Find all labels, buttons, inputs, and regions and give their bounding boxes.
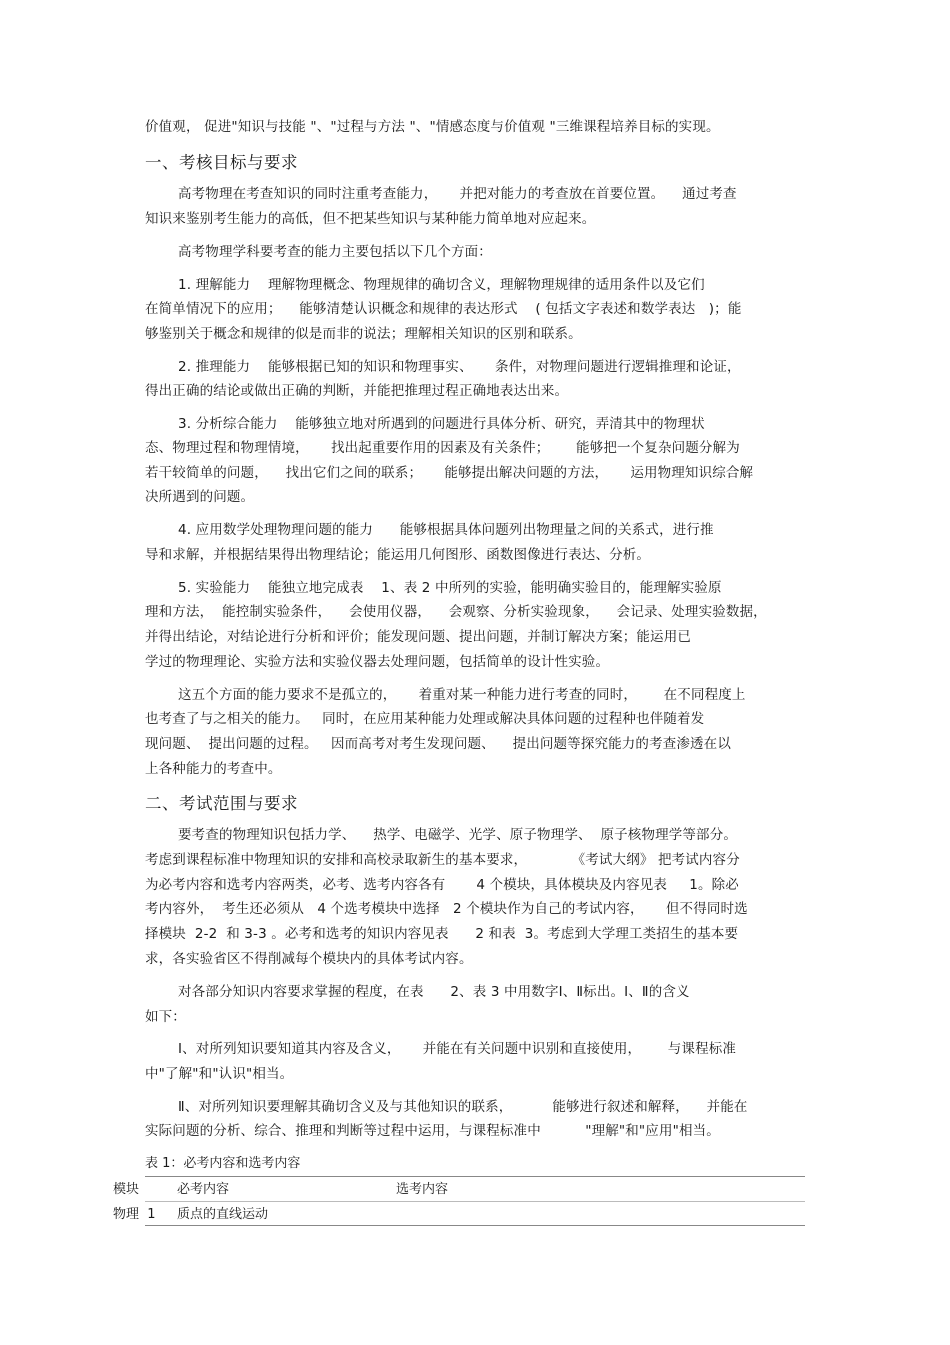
para-line: 5. 实验能力 能独立地完成表 1、表 2 中所列的实验，能明确实验目的，能理解实验原	[178, 580, 722, 596]
para-line: 如下：	[145, 1009, 186, 1025]
table-header-rule	[145, 1201, 805, 1202]
para-line: 求，各实验省区不得削减每个模块内的具体考试内容。	[145, 951, 473, 967]
para-line: 3. 分析综合能力 能够独立地对所遇到的问题进行具体分析、研究，弄清其中的物理状	[178, 416, 705, 432]
table-cell-required: 质点的直线运动	[177, 1207, 269, 1222]
para-line: 考虑到课程标准中物理知识的安排和高校录取新生的基本要求， 《考试大纲》 把考试内容分	[145, 852, 740, 868]
para-line: 知识来鉴别考生能力的高低，但不把某些知识与某种能力简单地对应起来。	[145, 211, 596, 227]
para-line: 实际问题的分析、综合、推理和判断等过程中运用，与课程标准中 "理解"和"应用"相当。	[145, 1123, 720, 1139]
table-header-module: 模块	[113, 1182, 140, 1197]
para-line: 这五个方面的能力要求不是孤立的， 着重对某一种能力进行考查的同时， 在不同程度上	[178, 687, 746, 703]
para-line: 得出正确的结论或做出正确的判断，并能把推理过程正确地表达出来。	[145, 383, 569, 399]
para-line: Ⅱ、对所列知识要理解其确切含义及与其他知识的联系， 能够进行叙述和解释， 并能在	[178, 1099, 748, 1115]
para-line: 上各种能力的考查中。	[145, 761, 282, 777]
para-line: Ⅰ、对所列知识要知道其内容及含义， 并能在有关问题中识别和直接使用， 与课程标准	[178, 1041, 737, 1057]
para-line: 导和求解，并根据结果得出物理结论；能运用几何图形、函数图像进行表达、分析。	[145, 547, 651, 563]
table-header-elective: 选考内容	[396, 1182, 449, 1197]
para-line: 理和方法， 能控制实验条件， 会使用仪器， 会观察、分析实验现象， 会记录、处理实验数据，	[145, 604, 767, 620]
para-line: 考内容外， 考生还必须从 4 个选考模块中选择 2 个模块作为自己的考试内容， 但不得同时选	[145, 901, 748, 917]
intro-line: 价值观， 促进"知识与技能 "、"过程与方法 "、"情感态度与价值观 "三维课程培养目标的实现。	[145, 119, 720, 135]
table-cell-module: 物理 1	[113, 1207, 156, 1222]
para-line: 现问题、 提出问题的过程。 因而高考对考生发现问题、 提出问题等探究能力的考查渗透在以	[145, 736, 731, 752]
table-caption: 表 1：必考内容和选考内容	[145, 1156, 301, 1171]
para-line: 态、物理过程和物理情境， 找出起重要作用的因素及有关条件； 能够把一个复杂问题分解为	[145, 440, 740, 456]
para-line: 够鉴别关于概念和规律的似是而非的说法；理解相关知识的区别和联系。	[145, 326, 582, 342]
para-line: 高考物理在考查知识的同时注重考查能力， 并把对能力的考查放在首要位置。 通过考查	[178, 186, 737, 202]
para-line: 也考查了与之相关的能力。 同时，在应用某种能力处理或解决具体问题的过程种也伴随着发	[145, 711, 705, 727]
section-heading-2: 二、考试范围与要求	[145, 794, 298, 813]
para-line: 择模块 2-2 和 3-3 。必考和选考的知识内容见表 2 和表 3。考虑到大学理工类招生的基本要	[145, 926, 739, 942]
para-line: 学过的物理理论、实验方法和实验仪器去处理问题，包括简单的设计性实验。	[145, 654, 610, 670]
para-line: 要考查的物理知识包括力学、 热学、电磁学、光学、原子物理学、 原子核物理学等部分。	[178, 827, 737, 843]
para-line: 1. 理解能力 理解物理概念、物理规律的确切含义，理解物理规律的适用条件以及它们	[178, 277, 705, 293]
para-line: 4. 应用数学处理物理问题的能力 能够根据具体问题列出物理量之间的关系式，进行推	[178, 522, 714, 538]
para-line: 中"了解"和"认识"相当。	[145, 1066, 294, 1082]
table-top-rule	[145, 1176, 805, 1177]
table-header-required: 必考内容	[177, 1182, 230, 1197]
para-line: 在简单情况下的应用； 能够清楚认识概念和规律的表达形式 ( 包括文字表述和数学表达 )；能	[145, 301, 742, 317]
para-line: 若干较简单的问题， 找出它们之间的联系； 能够提出解决问题的方法， 运用物理知识综合解	[145, 465, 754, 481]
para-line: 并得出结论，对结论进行分析和评价；能发现问题、提出问题，并制订解决方案；能运用已	[145, 629, 691, 645]
para-line: 决所遇到的问题。	[145, 489, 255, 505]
para-line: 对各部分知识内容要求掌握的程度，在表 2、表 3 中用数字Ⅰ、Ⅱ标出。Ⅰ、Ⅱ的含义	[178, 984, 690, 1000]
para-line: 2. 推理能力 能够根据已知的知识和物理事实、 条件，对物理问题进行逻辑推理和论证，	[178, 359, 741, 375]
para-line: 高考物理学科要考查的能力主要包括以下几个方面：	[178, 244, 492, 260]
section-heading-1: 一、考核目标与要求	[145, 153, 298, 172]
table-bottom-rule	[145, 1225, 805, 1226]
para-line: 为必考内容和选考内容两类，必考、选考内容各有 4 个模块，具体模块及内容见表 1。除必	[145, 877, 739, 893]
